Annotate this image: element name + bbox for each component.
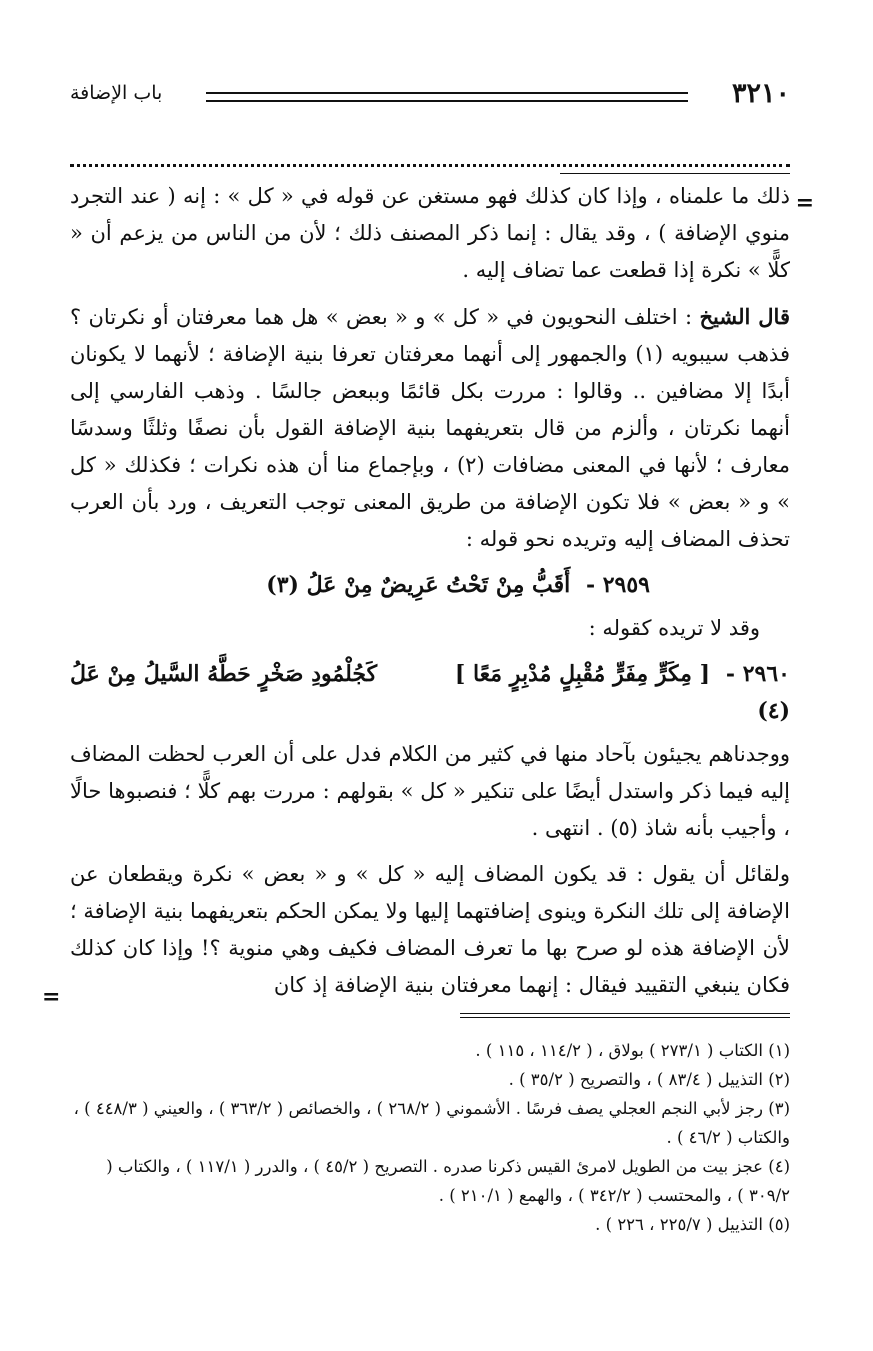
verse-2959-number: ٢٩٥٩ - bbox=[585, 572, 650, 598]
paragraph-2-lead: قال الشيخ bbox=[699, 304, 790, 329]
paragraph-2 bbox=[70, 298, 790, 558]
separator-underline bbox=[560, 173, 790, 174]
footnote-4: (٤) عجز بيت من الطويل لامرئ القيس ذكرنا صدره . التصريح ( ٤٥/٢ ) ، والدرر ( ١١٧/١ ) ، والكتاب ( ٣٠٩/٢ ) ، والمحتسب ( ٣٤٢/٢ ) ، والهمع ( ٢١٠/١ ) . bbox=[106, 1157, 790, 1205]
continuation-mark-bottom: = bbox=[42, 984, 61, 1010]
verse-2959-text: أَقَبُّ مِنْ تَحْتُ عَرِيضٌ مِنْ عَلُ (٣) bbox=[266, 572, 571, 598]
main-text bbox=[70, 178, 790, 1004]
dotted-separator bbox=[70, 164, 790, 171]
verse-2960-first-half: [ مِكَرٍّ مِفَرٍّ مُقْبِلٍ مُدْبِرٍ مَعًا ] bbox=[454, 661, 711, 687]
chapter-title: باب الإضافة bbox=[70, 82, 163, 104]
footnote-5: (٥) التذييل ( ٢٢٥/٧ ، ٢٢٦ ) . bbox=[595, 1215, 790, 1234]
footnote-1: (١) الكتاب ( ٢٧٣/١ ) بولاق ، ( ١١٤/٢ ، ١١٥ ) . bbox=[475, 1041, 790, 1060]
paragraph-4: ووجدناهم يجيئون بآحاد منها في كثير من الكلام فدل على أن العرب لحظت المضاف إليه فيما ذكر واستدل أيضًا على تنكير « كل » بقولهم : مررت بهم كلًّا ؛ فنصبوها حالًا ، وأجيب بأنه شاذ (٥) . انتهى . bbox=[70, 742, 790, 840]
paragraph-3: وقد لا تريده كقوله : bbox=[588, 616, 760, 640]
page-header bbox=[70, 78, 790, 118]
verse-2960-number: ٢٩٦٠ - bbox=[725, 661, 790, 687]
book-page bbox=[42, 78, 814, 1239]
verse-2960 bbox=[70, 656, 790, 730]
continuation-mark-top: = bbox=[795, 190, 814, 216]
footnote-2: (٢) التذييل ( ٨٣/٤ ) ، والتصريح ( ٣٥/٢ ) . bbox=[508, 1070, 790, 1089]
paragraph-1: ذلك ما علمناه ، وإذا كان كذلك فهو مستغن عن قوله في « كل » : إنه ( عند التجرد منوي الإضافة ) ، وقد يقال : إنما ذكر المصنف ذلك ؛ لأن من الناس من يزعم أن « كلًّا » نكرة إذا قطعت عما تضاف إليه . bbox=[70, 184, 790, 282]
page-number: ٣٢١٠ bbox=[731, 78, 790, 109]
footnotes bbox=[70, 1036, 790, 1239]
paragraph-2-text: : اختلف النحويون في « كل » و « بعض » هل هما معرفتان أو نكرتان ؟ فذهب سيبويه (١) والجمهور إلى أنهما معرفتان تعرفا بنية الإضافة ؛ لأنهما لا يكونان أبدًا إلا مضافين .. وقالوا : مررت بكل قائمًا وببعض جالسًا . وذهب الفارسي إلى أنهما نكرتان ، وألزم من قال بتعريفهما بنية الإضافة القول بأن نصفًا وثلثًا وسدسًا معارف ؛ لأنها في المعنى مضافات (٢) ، وبإجماع منا أن هذه نكرات ؛ فكذلك « كل » و « بعض » فلا تكون الإضافة من طريق المعنى توجب التعريف ، ورد بأن العرب تحذف المضاف إليه وتريده نحو قوله : bbox=[70, 305, 790, 551]
header-double-rule bbox=[206, 92, 688, 102]
footnote-3: (٣) رجز لأبي النجم العجلي يصف فرسًا . الأشموني ( ٢٦٨/٢ ) ، والخصائص ( ٣٦٣/٢ ) ، والعيني ( ٤٤٨/٣ ) ، والكتاب ( ٤٦/٢ ) . bbox=[73, 1099, 790, 1147]
verse-2959 bbox=[70, 567, 790, 604]
paragraph-5: ولقائل أن يقول : قد يكون المضاف إليه « كل » و « بعض » نكرة ويقطعان عن الإضافة إلى تلك النكرة وينوى إضافتهما إليها ولا يمكن الحكم بتعريفهما بنية الإضافة ؛ لأن الإضافة هذه لو صرح بها ما تعرف المضاف فكيف وهي منوية ؟! وإذا كان كذلك فكان ينبغي التقييد فيقال : إنهما معرفتان بنية الإضافة إذ كان bbox=[70, 862, 790, 997]
footnote-separator bbox=[460, 1013, 790, 1018]
verse-2960-second-half: كَجُلْمُودِ صَخْرٍ حَطَّهُ السَّيلُ مِنْ عَلُ (٤) bbox=[70, 661, 790, 724]
